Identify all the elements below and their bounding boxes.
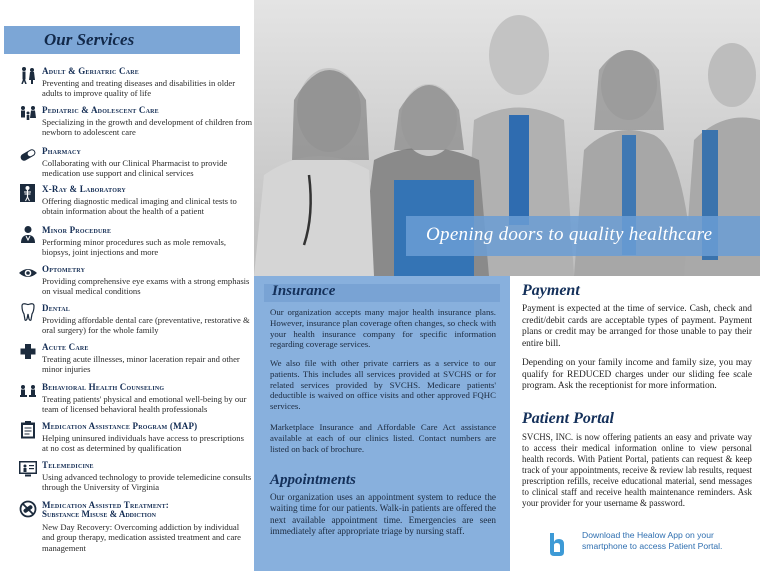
healow-download-text: [582, 530, 752, 552]
doctor-icon: [18, 225, 38, 243]
service-description: Providing comprehensive eye exams with a strong emphasis on visual medical conditions: [42, 276, 250, 297]
service-name-line2: Substance Misuse & Addiction: [42, 509, 156, 519]
tagline-banner: [406, 216, 760, 256]
cross-icon: [18, 342, 38, 360]
counseling-icon: [18, 382, 38, 400]
service-description: Helping uninsured individuals have access to prescriptions at no cost as determined by qualification: [42, 433, 244, 454]
service-description: New Day Recovery: Overcoming addiction by individual and group therapy, medication assisted treatment and care management: [42, 522, 241, 553]
service-name: Optometry: [42, 264, 86, 274]
service-description: Providing affordable dental care (preventative, restorative & oral surgery) for the whole family: [42, 315, 250, 336]
pill-icon: [18, 146, 38, 164]
service-description: Treating patients' physical and emotional well-being by our team of licensed behavioral health professionals: [42, 394, 247, 415]
service-description: Collaborating with our Clinical Pharmacist to provide medication use support and clinical services: [42, 158, 228, 179]
service-name: Telemedicine: [42, 460, 94, 470]
service-name: Pediatric & Adolescent Care: [42, 105, 159, 115]
healow-line-1: Download the Healow App on your: [582, 530, 714, 540]
services-header: [4, 26, 240, 54]
healow-line-2: smartphone to access Patient Portal.: [582, 541, 723, 551]
insurance-title: Insurance: [272, 283, 336, 299]
services-title: Our Services: [44, 30, 135, 49]
service-name: Adult & Geriatric Care: [42, 66, 139, 76]
insurance-paragraph-2: We also file with other private carriers as a service to our patients. This includes all services provided at SVCHS or for related services provided by SVCHS. Medicare patients' deductible is waived on office visits and other approved FQHC services.: [270, 358, 496, 412]
appointments-paragraph: Our organization uses an appointment system to reduce the waiting time for our patients. Walk-in patients are offered the next available appointment time. Emergencies are seen immediately after appropriate triage by nursing staff.: [270, 492, 496, 537]
service-name: X-Ray & Laboratory: [42, 184, 126, 194]
service-name: Medication Assistance Program (MAP): [42, 421, 198, 431]
family-icon: [18, 105, 38, 123]
tooth-icon: [18, 303, 38, 321]
service-name: Medication Assisted Treatment:: [42, 500, 169, 510]
service-description: Using advanced technology to provide telemedicine consults through the University of Virginia: [42, 472, 252, 493]
insurance-appointments-column: [254, 276, 510, 571]
service-description: Treating acute illnesses, minor laceration repair and other minor injuries: [42, 354, 240, 375]
service-name: Acute Care: [42, 342, 89, 352]
service-name: Behavioral Health Counseling: [42, 382, 165, 392]
payment-paragraph-1: Payment is expected at the time of service. Cash, check and credit/debit cards are acceptable types of payment. Payment plans or credit may be arranged for those unable to pay their entire bill.: [522, 304, 752, 349]
patient-portal-title: Patient Portal: [522, 410, 614, 427]
appointments-title: Appointments: [270, 472, 356, 488]
service-name: Minor Procedure: [42, 225, 112, 235]
eye-icon: [18, 264, 38, 282]
service-name: Dental: [42, 303, 70, 313]
patient-portal-paragraph: SVCHS, INC. is now offering patients an easy and private way to access their medical information online to view personal health records. With Patient Portal, patients can request & keep track of your appointments, receive & review lab results, request prescription refills, receive educational material, send messages to clinical staff and receive health maintenance reminders. Ask your provider for your username & password.: [522, 432, 752, 508]
tagline: Opening doors to quality healthcare: [426, 224, 713, 245]
payment-paragraph-2: Depending on your family income and family size, you may qualify for REDUCED charges under our sliding fee scale program. Ask the receptionist for more information.: [522, 358, 752, 392]
service-description: Specializing in the growth and development of children from newborn to adolescent care: [42, 117, 253, 138]
services-column: [0, 0, 252, 571]
screen-icon: [18, 460, 38, 478]
payment-title: Payment: [522, 282, 580, 299]
xray-icon: [18, 184, 38, 202]
healow-app-icon[interactable]: [546, 530, 568, 558]
insurance-paragraph-3: Marketplace Insurance and Affordable Care Act assistance available at each of our clinics listed. Contact numbers are listed on back of brochure.: [270, 422, 496, 454]
service-description: Performing minor procedures such as mole removals, biopsys, joint injections and more: [42, 237, 227, 258]
insurance-paragraph-1: Our organization accepts many major health insurance plans. However, insurance plan coverage often changes, so check with your health insurance company for specific information regarding coverage services.: [270, 307, 496, 350]
service-description: Offering diagnostic medical imaging and clinical tests to obtain information about the health of a patient: [42, 196, 237, 217]
clipboard-icon: [18, 421, 38, 439]
no-drugs-icon: [18, 500, 38, 518]
service-name: Pharmacy: [42, 146, 82, 156]
payment-portal-column: [514, 276, 760, 571]
people-icon: [18, 66, 38, 84]
service-description: Preventing and treating diseases and disabilities in older adults to improve quality of life: [42, 78, 236, 99]
